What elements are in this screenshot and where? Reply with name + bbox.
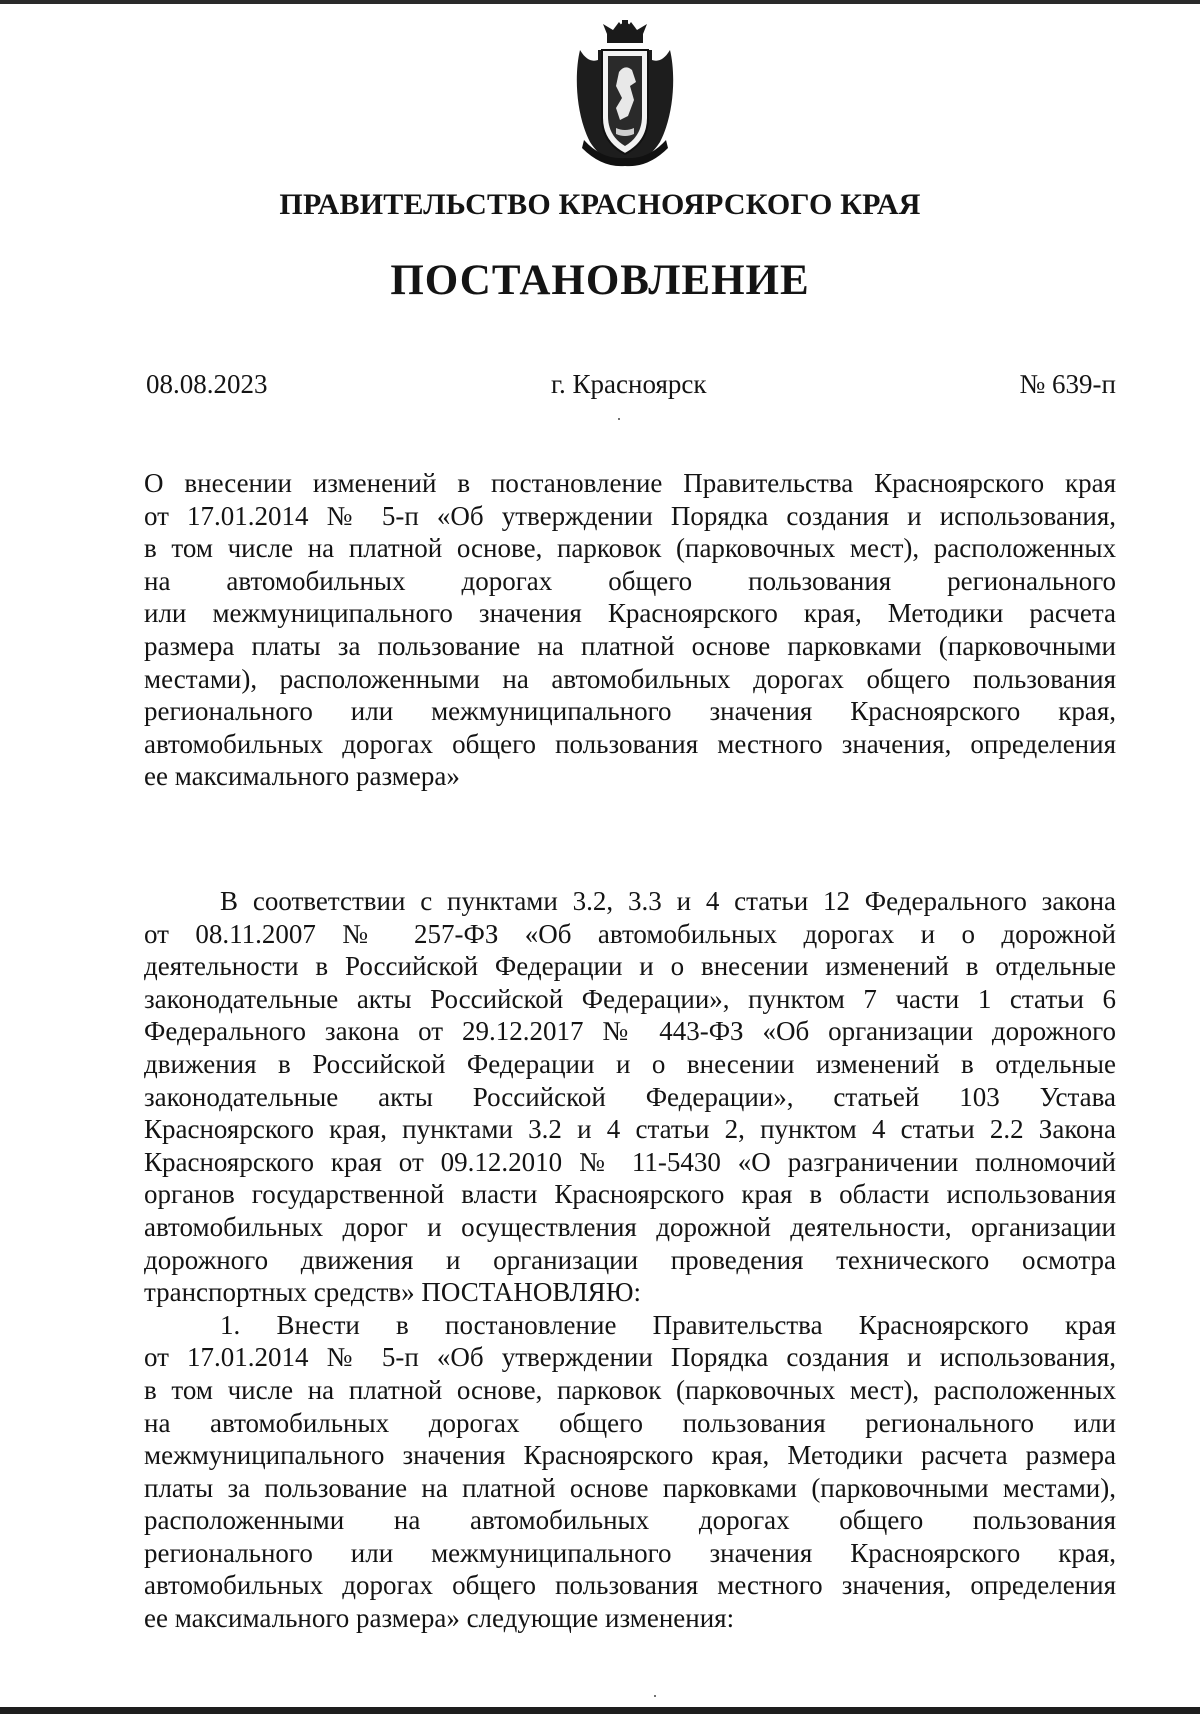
document-date: 08.08.2023 (146, 369, 268, 399)
document-city: г. Красноярск (551, 369, 707, 399)
item-1-line: расположенными на автомобильных дорогах общего пользования (144, 1505, 1116, 1536)
subject-line: в том числе на платной основе, парковок (парковочных мест), расположенных (144, 533, 1116, 564)
preamble-line: органов государственной власти Красноярского края в области использования (144, 1179, 1116, 1210)
preamble-line: транспортных средств» ПОСТАНОВЛЯЮ: (144, 1277, 641, 1308)
document-body (144, 885, 1116, 1635)
item-1-line: на автомобильных дорогах общего пользования регионального или (144, 1407, 1116, 1438)
subject-line: О внесении изменений в постановление Правительства Красноярского края (144, 468, 1116, 498)
document-number: № 639-п (1019, 369, 1116, 399)
item-1-line: автомобильных дорогах общего пользования местного значения, определения (144, 1570, 1116, 1601)
scan-bottom-edge (0, 1707, 1200, 1714)
item-1-line: от 17.01.2014 № 5-п «Об утверждении Порядка создания и использования, (144, 1342, 1116, 1373)
subject-line: ее максимального размера» (144, 761, 460, 792)
document-subject (144, 467, 1116, 793)
preamble-line: от 08.11.2007 № 257-ФЗ «Об автомобильных дорогах и о дорожной (144, 918, 1116, 949)
subject-line: регионального или межмуниципального значения Красноярского края, (144, 696, 1116, 727)
item-1-line: 1. Внести в постановление Правительства Красноярского края (220, 1309, 1116, 1340)
preamble-line: Федерального закона от 29.12.2017 № 443-ФЗ «Об организации дорожного (144, 1016, 1116, 1047)
document-meta-row (146, 369, 1116, 403)
preamble-line: деятельности в Российской Федерации и о внесении изменений в отдельные (144, 951, 1116, 982)
subject-line: или межмуниципального значения Красноярского края, Методики расчета (144, 598, 1116, 629)
preamble-line: законодательные акты Российской Федерации», статьей 103 Устава (144, 1081, 1116, 1112)
scan-top-edge (0, 0, 1200, 4)
subject-line: от 17.01.2014 № 5-п «Об утверждении Порядка создания и использования, (144, 500, 1116, 531)
preamble-line: автомобильных дорог и осуществления дорожной деятельности, организации (144, 1211, 1116, 1242)
scan-speck (654, 1695, 656, 1697)
scan-speck (618, 418, 620, 420)
issuing-authority: ПРАВИТЕЛЬСТВО КРАСНОЯРСКОГО КРАЯ (279, 188, 921, 221)
subject-line: на автомобильных дорогах общего пользования регионального (144, 565, 1116, 596)
preamble-line: Красноярского края от 09.12.2010 № 11-5430 «О разграничении полномочий (144, 1146, 1116, 1177)
krasnoyarsk-coat-of-arms-icon (572, 20, 678, 170)
item-1-line: ее максимального размера» следующие изменения: (144, 1603, 735, 1634)
item-1-line: в том числе на платной основе, парковок (парковочных мест), расположенных (144, 1374, 1116, 1405)
preamble-line: законодательные акты Российской Федерации», пунктом 7 части 1 статьи 6 (144, 983, 1116, 1014)
subject-line: местами), расположенными на автомобильных дорогах общего пользования (144, 663, 1116, 694)
preamble-line: Красноярского края, пунктами 3.2 и 4 статьи 2, пунктом 4 статьи 2.2 Закона (144, 1114, 1116, 1145)
item-1-line: регионального или межмуниципального значения Красноярского края, (144, 1537, 1116, 1568)
preamble-line: В соответствии с пунктами 3.2, 3.3 и 4 статьи 12 Федерального закона (220, 886, 1116, 916)
preamble-line: движения в Российской Федерации и о внесении изменений в отдельные (144, 1048, 1116, 1079)
subject-line: автомобильных дорогах общего пользования местного значения, определения (144, 728, 1116, 759)
subject-line: размера платы за пользование на платной основе парковками (парковочными (144, 630, 1116, 661)
item-1-line: межмуниципального значения Красноярского края, Методики расчета размера (144, 1440, 1116, 1471)
item-1-line: платы за пользование на платной основе парковками (парковочными местами), (144, 1472, 1116, 1503)
document-type-title: ПОСТАНОВЛЕНИЕ (390, 257, 810, 304)
preamble-line: дорожного движения и организации проведения технического осмотра (144, 1244, 1116, 1275)
